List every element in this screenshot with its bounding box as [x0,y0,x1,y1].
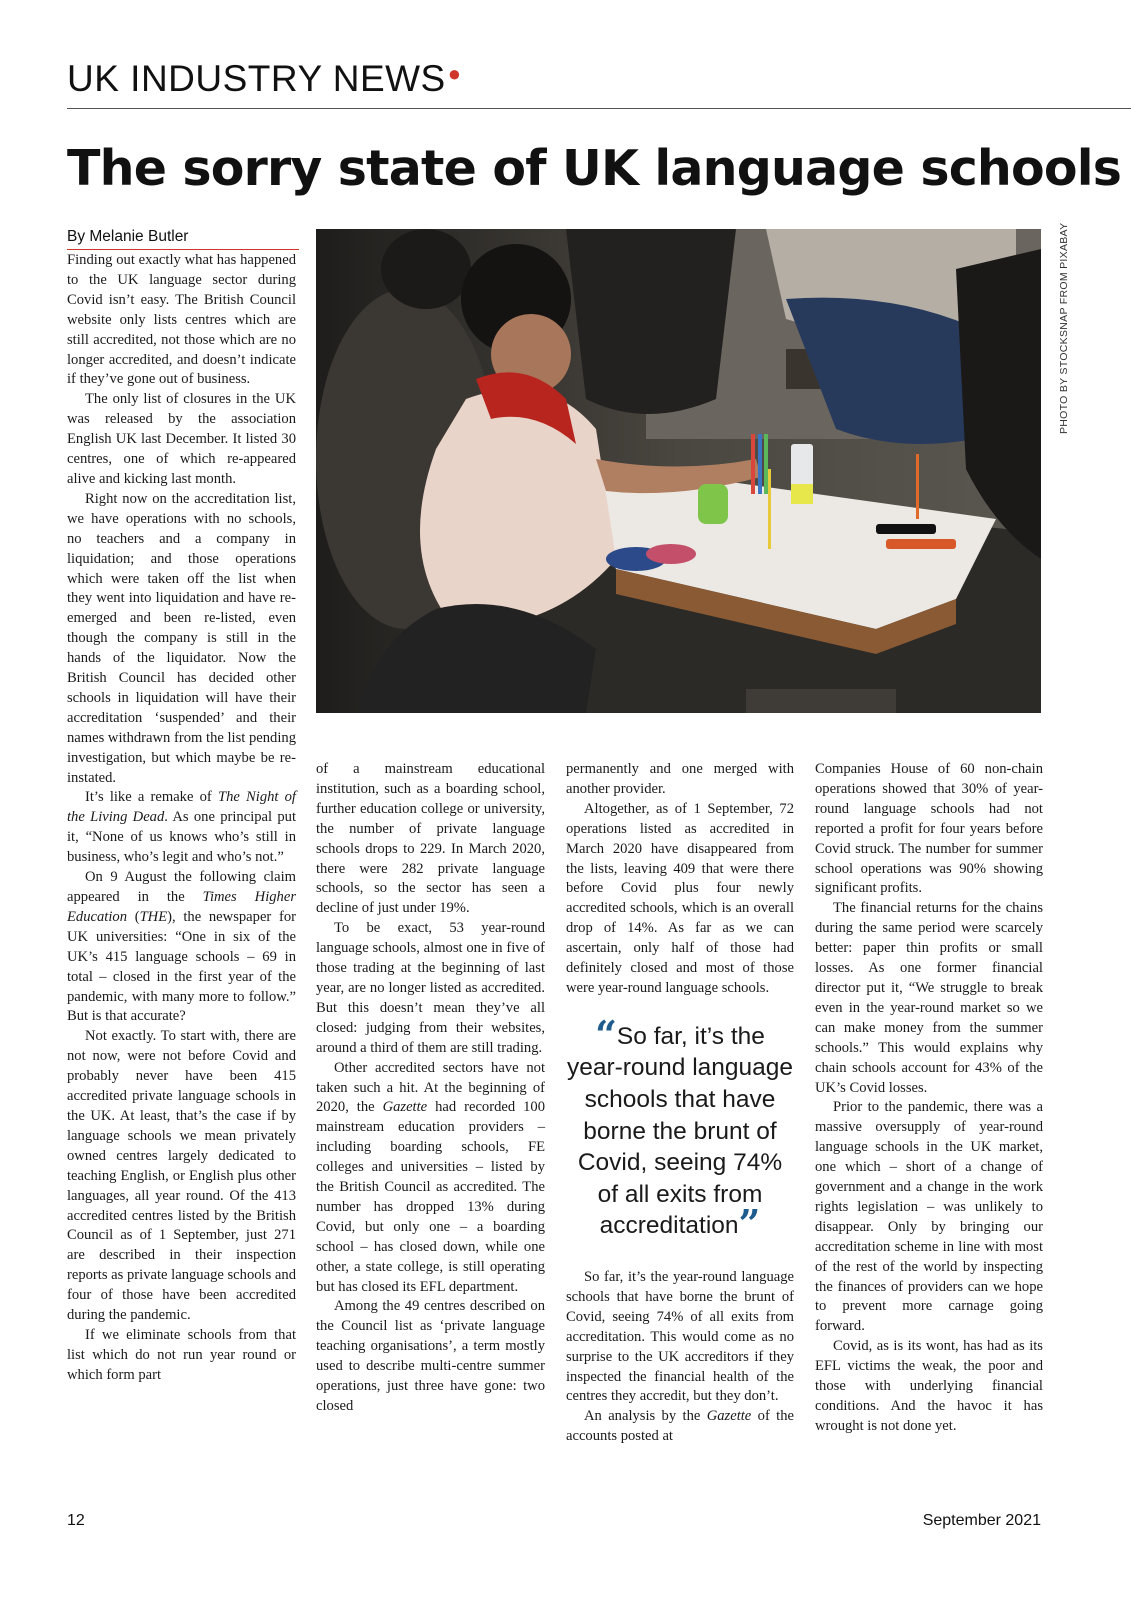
paragraph: To be exact, 53 year-round language schools, almost one in five of those trading at the beginning of last year, are no longer listed as accredited. But this doesn’t mean they’ve all closed: judging from their websites, around a third of them are still trading. [316,920,545,1056]
paragraph: Other accredited sectors have not taken such a hit. At the beginning of 2020, the Gazette had recorded 100 mainstream education providers – including boarding schools, FE colleges and universities – listed by the British Council as accredited. The number has dropped 13% during Covid, but only one – a boarding school – has closed down, while one other, a state college, is still operating but has closed its EFL department. [316,1059,545,1295]
paragraph: Covid, as is its wont, has had as its EFL victims the weak, the poor and those with underlying financial conditions. And the havoc it has wrought is not done yet. [815,1338,1043,1434]
paragraph: The financial returns for the chains during the same period were scarcely better: paper thin profits or small losses. As one former financial director put it, “We struggle to break even in the year-round market so we can make money from the summer schools.” This would explains why chain schools account for 43% of the UK’s Covid losses. [815,900,1043,1096]
section-header [67,58,462,100]
paragraph: Not exactly. To start with, there are not now, were not before Covid and probably never have been 415 accredited private language schools in the UK. At least, that’s the case if by language schools we mean privately owned centres largely dedicated to teaching English, or English plus other languages, all year round. Of the 413 accredited centres listed by the British Council as of 1 September, just 271 are described in their inspection reports as private language schools and four of those have been accredited during the pandemic. [67,1028,296,1324]
paragraph: Among the 49 centres described on the Council list as ‘private language teaching organisations’, a term mostly used to describe multi-centre summer operations, just three have gone: two closed [316,1298,545,1414]
close-quote-icon: ” [738,1201,761,1247]
paragraph: It’s like a remake of The Night of the Living Dead. As one principal put it, “None of us knows who’s still in business, who’s legit and who’s not.” [67,789,296,866]
paragraph: The only list of closures in the UK was released by the association English UK last December. It listed 30 centres, one of which re-appeared alive and kicking last month. [67,391,296,487]
section-title: UK INDUSTRY NEWS [67,58,446,99]
paragraph: of a mainstream educational institution, such as a boarding school, further education college or university, the number of private language schools drops to 229. In March 2020, there were 282 private language schools, so the sector has seen a decline of just under 19%. [316,761,545,917]
paragraph: Finding out exactly what has happened to the UK language sector during Covid isn’t easy. The British Council website only lists centres which are still accredited, not those which are no longer accredited, and doesn’t indicate if they’ve gone out of business. [67,252,296,388]
paragraph: If we eliminate schools from that list which do not run year round or which form part [67,1326,296,1383]
paragraph: So far, it’s the year-round language schools that have borne the brunt of Covid, seeing 74% of all exits from accreditation. This would come as no surprise to the UK accreditors if they inspected the financial health of the centres they accredit, but they don’t. [566,1269,794,1405]
paragraph: An analysis by the Gazette of the accounts posted at [566,1408,794,1445]
article-headline: The sorry state of UK language schools [67,140,1122,197]
film-title: The Night of the Living Dead [67,789,296,826]
publication-title: Gazette [382,1099,428,1116]
paragraph: Prior to the pandemic, there was a massive oversupply of year-round language schools in the UK market, one which – short of a change of government and a change in the work rights legislation – was unlikely to disappear. Only by bringing our accreditation scheme in line with most of the rest of the world by inspecting the finances of providers can we hope to prevent more carnage going forward. [815,1099,1043,1335]
article-photo [316,229,1041,713]
article-column-4 [815,760,1043,1437]
header-rule [67,108,1131,109]
paragraph: On 9 August the following claim appeared in the Times Higher Education (THE), the newspaper for UK universities: “One in six of the UK’s 415 language schools – 69 in total – closed in the first year of the pandemic, with many more to follow.” But is that accurate? [67,869,296,1025]
students-around-table-illustration [316,229,1041,713]
pull-quote: “So far, it’s the year-round language schools that have borne the brunt of Covid, seeing 74% of all exits from accreditation” [566,1011,794,1247]
section-dot-icon: ● [447,61,462,86]
article-column-2 [316,760,545,1417]
page-number: 12 [67,1512,85,1529]
paragraph: Companies House of 60 non-chain operations showed that 30% of year-round language schools had not reported a profit for four years before Covid struck. The number for summer school operations was 90% showing significant profits. [815,761,1043,897]
article-column-3 [566,760,794,1447]
paragraph: permanently and one merged with another provider. [566,761,794,797]
publication-title: Times Higher Education [67,889,296,925]
paragraph: Altogether, as of 1 September, 72 operations listed as accredited in March 2020 have disappeared from the lists, leaving 409 that were there before Covid plus four newly accredited schools, which is an overall drop of 14%. As far as we can ascertain, only half of those had definitely closed and most of those were year-round language schools. [566,800,794,996]
paragraph: Right now on the accreditation list, we have operations with no schools, no teachers and a company in liquidation; and those operations which were taken off the list when they went into liquidation and have re-emerged and been re-listed, even though the company is still in the hands of the liquidator. Now the British Council has decided other schools in liquidation will have their accreditation ‘suspended’ and their names withdrawn from the list pending investigation, but which maybe be re-instated. [67,490,296,786]
publication-title: Gazette [706,1408,752,1425]
photo-credit: PHOTO BY STOCKSNAP FROM PIXABAY [1058,222,1070,434]
open-quote-icon: “ [595,1011,617,1057]
issue-date: September 2021 [922,1512,1041,1529]
publication-abbrev: THE [139,908,168,925]
article-column-1 [67,251,296,1386]
article-byline: By Melanie Butler [67,228,299,250]
